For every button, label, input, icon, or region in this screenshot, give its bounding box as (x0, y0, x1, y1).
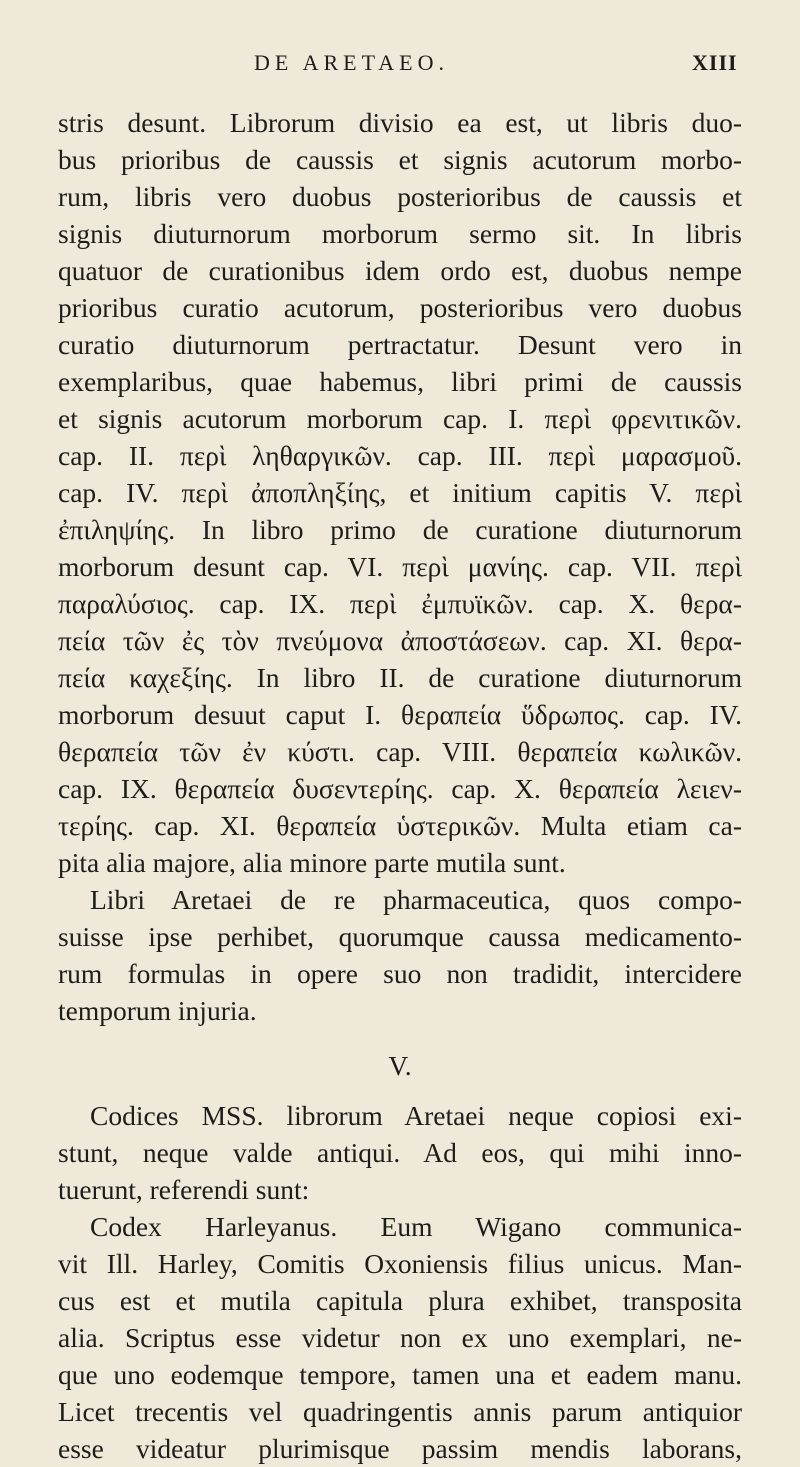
running-title: DE ARETAEO. (254, 50, 450, 75)
text-line: Libri Aretaei de re pharmaceutica, quos compo- (90, 884, 742, 915)
text-line: stunt, neque valde antiqui. Ad eos, qui mihi inno- (58, 1137, 742, 1168)
text-line: morborum desuut caput I. θεραπεία ὕδρωπος. cap. IV. (58, 699, 742, 730)
text-line: morborum desunt cap. VI. περὶ μανίης. cap. VII. περὶ (58, 551, 742, 582)
text-line: signis diuturnorum morborum sermo sit. In libris (58, 218, 742, 249)
text-line: stris desunt. Librorum divisio ea est, ut libris duo- (58, 107, 742, 138)
running-head (0, 50, 800, 80)
text-line: pita alia majore, alia minore parte mutila sunt. (58, 847, 566, 878)
text-line: cus est et mutila capitula plura exhibet, transposita (58, 1285, 742, 1316)
text-line: Licet trecentis vel quadringentis annis parum antiquior (58, 1396, 742, 1427)
page-number: XIII (692, 50, 738, 75)
text-line: rum, libris vero duobus posterioribus de caussis et (58, 181, 742, 212)
text-line: παραλύσιος. cap. IX. περὶ ἐμπυϊκῶν. cap. X. θερα- (58, 588, 742, 619)
text-line: cap. IV. περὶ ἀποπληξίης, et initium capitis V. περὶ (58, 477, 742, 508)
text-line: πεία τῶν ἐς τὸν πνεύμονα ἀποστάσεων. cap. XI. θερα- (58, 625, 742, 656)
text-line: Codex Harleyanus. Eum Wigano communica- (90, 1211, 742, 1242)
text-line: suisse ipse perhibet, quorumque caussa medicamento- (58, 921, 742, 952)
text-line: bus prioribus de caussis et signis acutorum morbo- (58, 144, 742, 175)
text-line: vit Ill. Harley, Comitis Oxoniensis filius unicus. Man- (58, 1248, 742, 1279)
text-line: Codices MSS. librorum Aretaei neque copiosi exi- (90, 1100, 742, 1131)
body-text (58, 104, 742, 1467)
text-line: esse videatur plurimisque passim mendis laborans, (58, 1433, 742, 1464)
text-line: que uno eodemque tempore, tamen una et eadem manu. (58, 1359, 742, 1390)
text-line: tuerunt, referendi sunt: (58, 1174, 310, 1205)
text-line: temporum injuria. (58, 995, 257, 1026)
text-line: cap. II. περὶ ληθαργικῶν. cap. III. περὶ μαρασμοῦ. (58, 440, 742, 471)
text-line: rum formulas in opere suo non tradidit, intercidere (58, 958, 742, 989)
section-heading: V. (388, 1050, 412, 1081)
text-line: τερίης. cap. XI. θεραπεία ὑστερικῶν. Multa etiam ca- (58, 810, 742, 841)
text-line: et signis acutorum morborum cap. I. περὶ φρενιτικῶν. (58, 403, 742, 434)
text-line: alia. Scriptus esse videtur non ex uno exemplari, ne- (58, 1322, 742, 1353)
text-line: curatio diuturnorum pertractatur. Desunt vero in (58, 329, 742, 360)
text-line: exemplaribus, quae habemus, libri primi de caussis (58, 366, 742, 397)
text-line: πεία καχεξίης. In libro II. de curatione diuturnorum (58, 662, 742, 693)
text-line: quatuor de curationibus idem ordo est, duobus nempe (58, 255, 742, 286)
text-line: ἐπιληψίης. In libro primo de curatione diuturnorum (58, 514, 742, 545)
text-line: θεραπεία τῶν ἐν κύστι. cap. VIII. θεραπεία κωλικῶν. (58, 736, 742, 767)
text-line: prioribus curatio acutorum, posterioribus vero duobus (58, 292, 742, 323)
text-line: cap. IX. θεραπεία δυσεντερίης. cap. X. θεραπεία λειεν- (58, 773, 742, 804)
